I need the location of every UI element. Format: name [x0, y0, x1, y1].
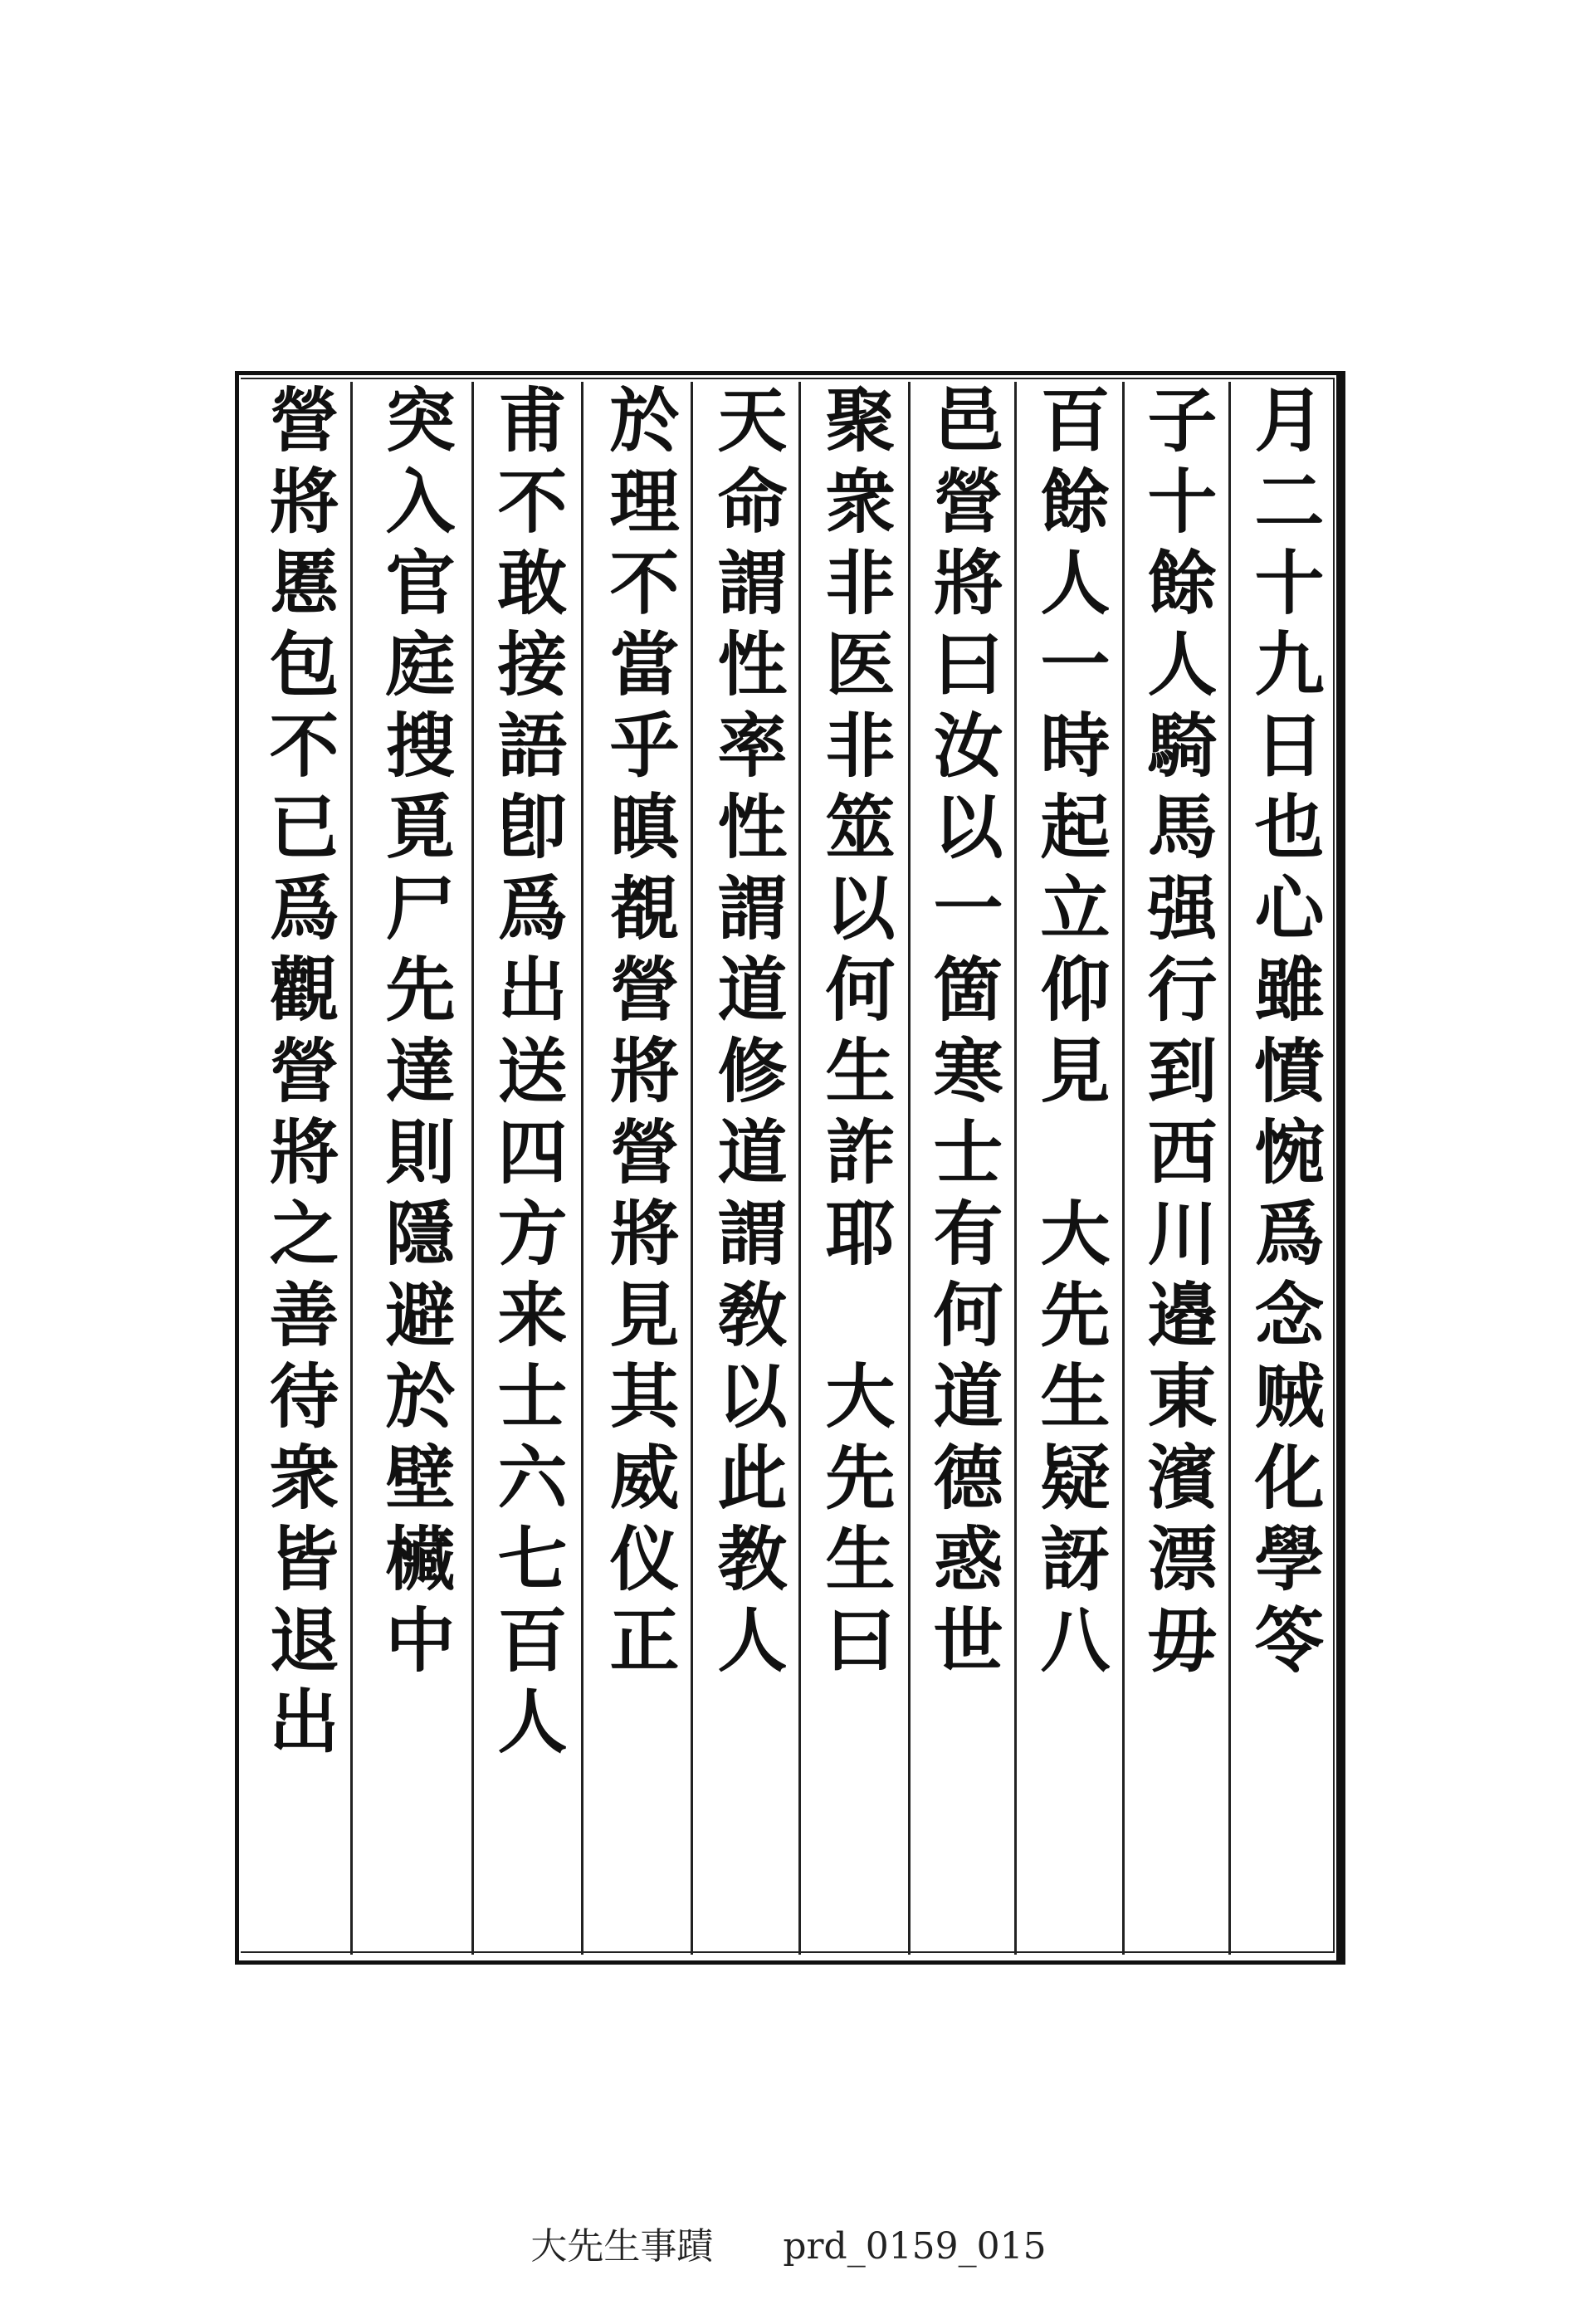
text-column-8: 甫不敢接語卽爲出送四方来士六七百人: [486, 383, 569, 1766]
text-column-3: 百餘人一時起立仰見 大先生疑訝八: [1029, 383, 1111, 1685]
frame-right-border: [1336, 371, 1343, 1965]
page-identifier: prd_0159_015: [783, 2225, 1047, 2268]
text-column-9: 突入官庭搜覓尸先達則隱避於壁欌中: [374, 383, 456, 1685]
column-divider: [1014, 382, 1017, 1955]
document-title: 大先生事蹟: [530, 2225, 714, 2268]
column-divider: [1122, 382, 1125, 1955]
column-divider: [691, 382, 693, 1955]
text-column-1: 月二十九日也心雖憤惋爲念贼化學笭: [1243, 383, 1326, 1685]
column-divider: [581, 382, 583, 1955]
text-column-10: 營將慝包不已爲觀營將之善待衆皆退出: [258, 383, 340, 1766]
text-column-5: 聚衆非医非筮以何生詐耶 大先生曰: [814, 383, 896, 1685]
text-column-6: 天命謂性率性謂道修道謂敎以此教人: [706, 383, 788, 1685]
column-divider: [350, 382, 353, 1955]
column-divider: [798, 382, 801, 1955]
column-divider: [1228, 382, 1231, 1955]
page-footer: [0, 2216, 1577, 2269]
text-column-7: 於理不當乎瞋覩營將營將見其威仪正: [598, 383, 681, 1685]
text-column-2: 子十餘人騎馬强行到西川邉東濱漂毋: [1136, 383, 1218, 1685]
column-divider: [908, 382, 911, 1955]
text-column-4: 邑營將曰汝以一箇寒士有何道德惑世: [922, 383, 1004, 1685]
column-divider: [471, 382, 474, 1955]
